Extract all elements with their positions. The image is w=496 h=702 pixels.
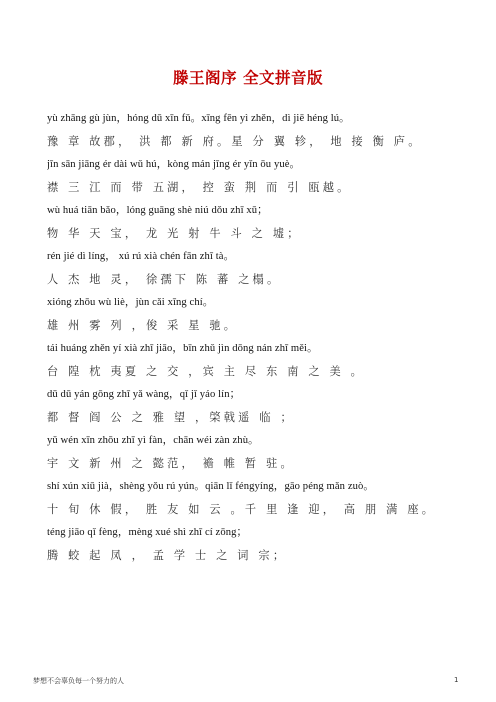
hanzi-line: 宇 文 新 州 之 懿范， 襜 帷 暂 驻。 xyxy=(47,457,295,470)
pinyin-line: tái huáng zhěn yí xià zhī jiāo，bīn zhǔ jìn dōng nán zhī měi。 xyxy=(47,343,318,354)
pinyin-line: xióng zhōu wù liè，jùn cǎi xīng chí。 xyxy=(47,297,214,308)
pinyin-line: yǔ wén xīn zhōu zhī yì fàn，chān wéi zàn zhù。 xyxy=(47,435,259,446)
page-number: 1 xyxy=(454,676,459,684)
hanzi-line: 台 隍 枕 夷夏 之 交 ，宾 主 尽 东 南 之 美 。 xyxy=(47,365,366,378)
hanzi-line: 雄 州 雾 列 ，俊 采 星 驰。 xyxy=(47,319,239,332)
pinyin-line: téng jiāo qǐ fèng，mèng xué shì zhī cí zōng； xyxy=(47,527,248,538)
footer-motto: 梦想不会辜负每一个努力的人 xyxy=(33,677,124,685)
hanzi-line: 物 华 天 宝， 龙 光 射 牛 斗 之 墟； xyxy=(47,227,302,240)
hanzi-line: 人 杰 地 灵， 徐孺下 陈 蕃 之榻。 xyxy=(47,273,282,286)
pinyin-line: rén jié dì líng， xú rú xià chén fān zhī tà。 xyxy=(47,251,235,262)
hanzi-line: 襟 三 江 而 带 五湖， 控 蛮 荆 而 引 瓯越。 xyxy=(47,181,352,194)
hanzi-line: 豫 章 故郡， 洪 都 新 府。星 分 翼 轸， 地 接 衡 庐。 xyxy=(47,135,423,148)
text-lines xyxy=(47,107,462,567)
pinyin-line: dū dū yán gōng zhī yǎ wàng，qǐ jǐ yáo lín； xyxy=(47,389,241,400)
pinyin-line: yù zhāng gù jùn，hóng dū xīn fǔ。xīng fēn yì zhěn，dì jiē héng lú。 xyxy=(47,113,350,124)
hanzi-line: 都 督 阎 公 之 雅 望 ，棨戟遥 临 ； xyxy=(47,411,295,424)
hanzi-line: 十 旬 休 假， 胜 友 如 云 。千 里 逢 迎， 高 朋 满 座。 xyxy=(47,503,437,516)
pinyin-line: wù huá tiān bǎo，lóng guāng shè niú dǒu zhī xū； xyxy=(47,205,268,216)
pinyin-line: shí xún xiū jià，shèng yǒu rú yún。qiān lǐ féngyíng，gāo péng mǎn zuò。 xyxy=(47,481,375,492)
pinyin-line: jīn sān jiāng ér dài wǔ hú，kòng mán jīng ér yǐn ōu yuè。 xyxy=(47,159,301,170)
document-title: 滕王阁序 全文拼音版 xyxy=(173,69,323,87)
hanzi-line: 腾 蛟 起 凤 ， 孟 学 士 之 词 宗； xyxy=(47,549,288,562)
